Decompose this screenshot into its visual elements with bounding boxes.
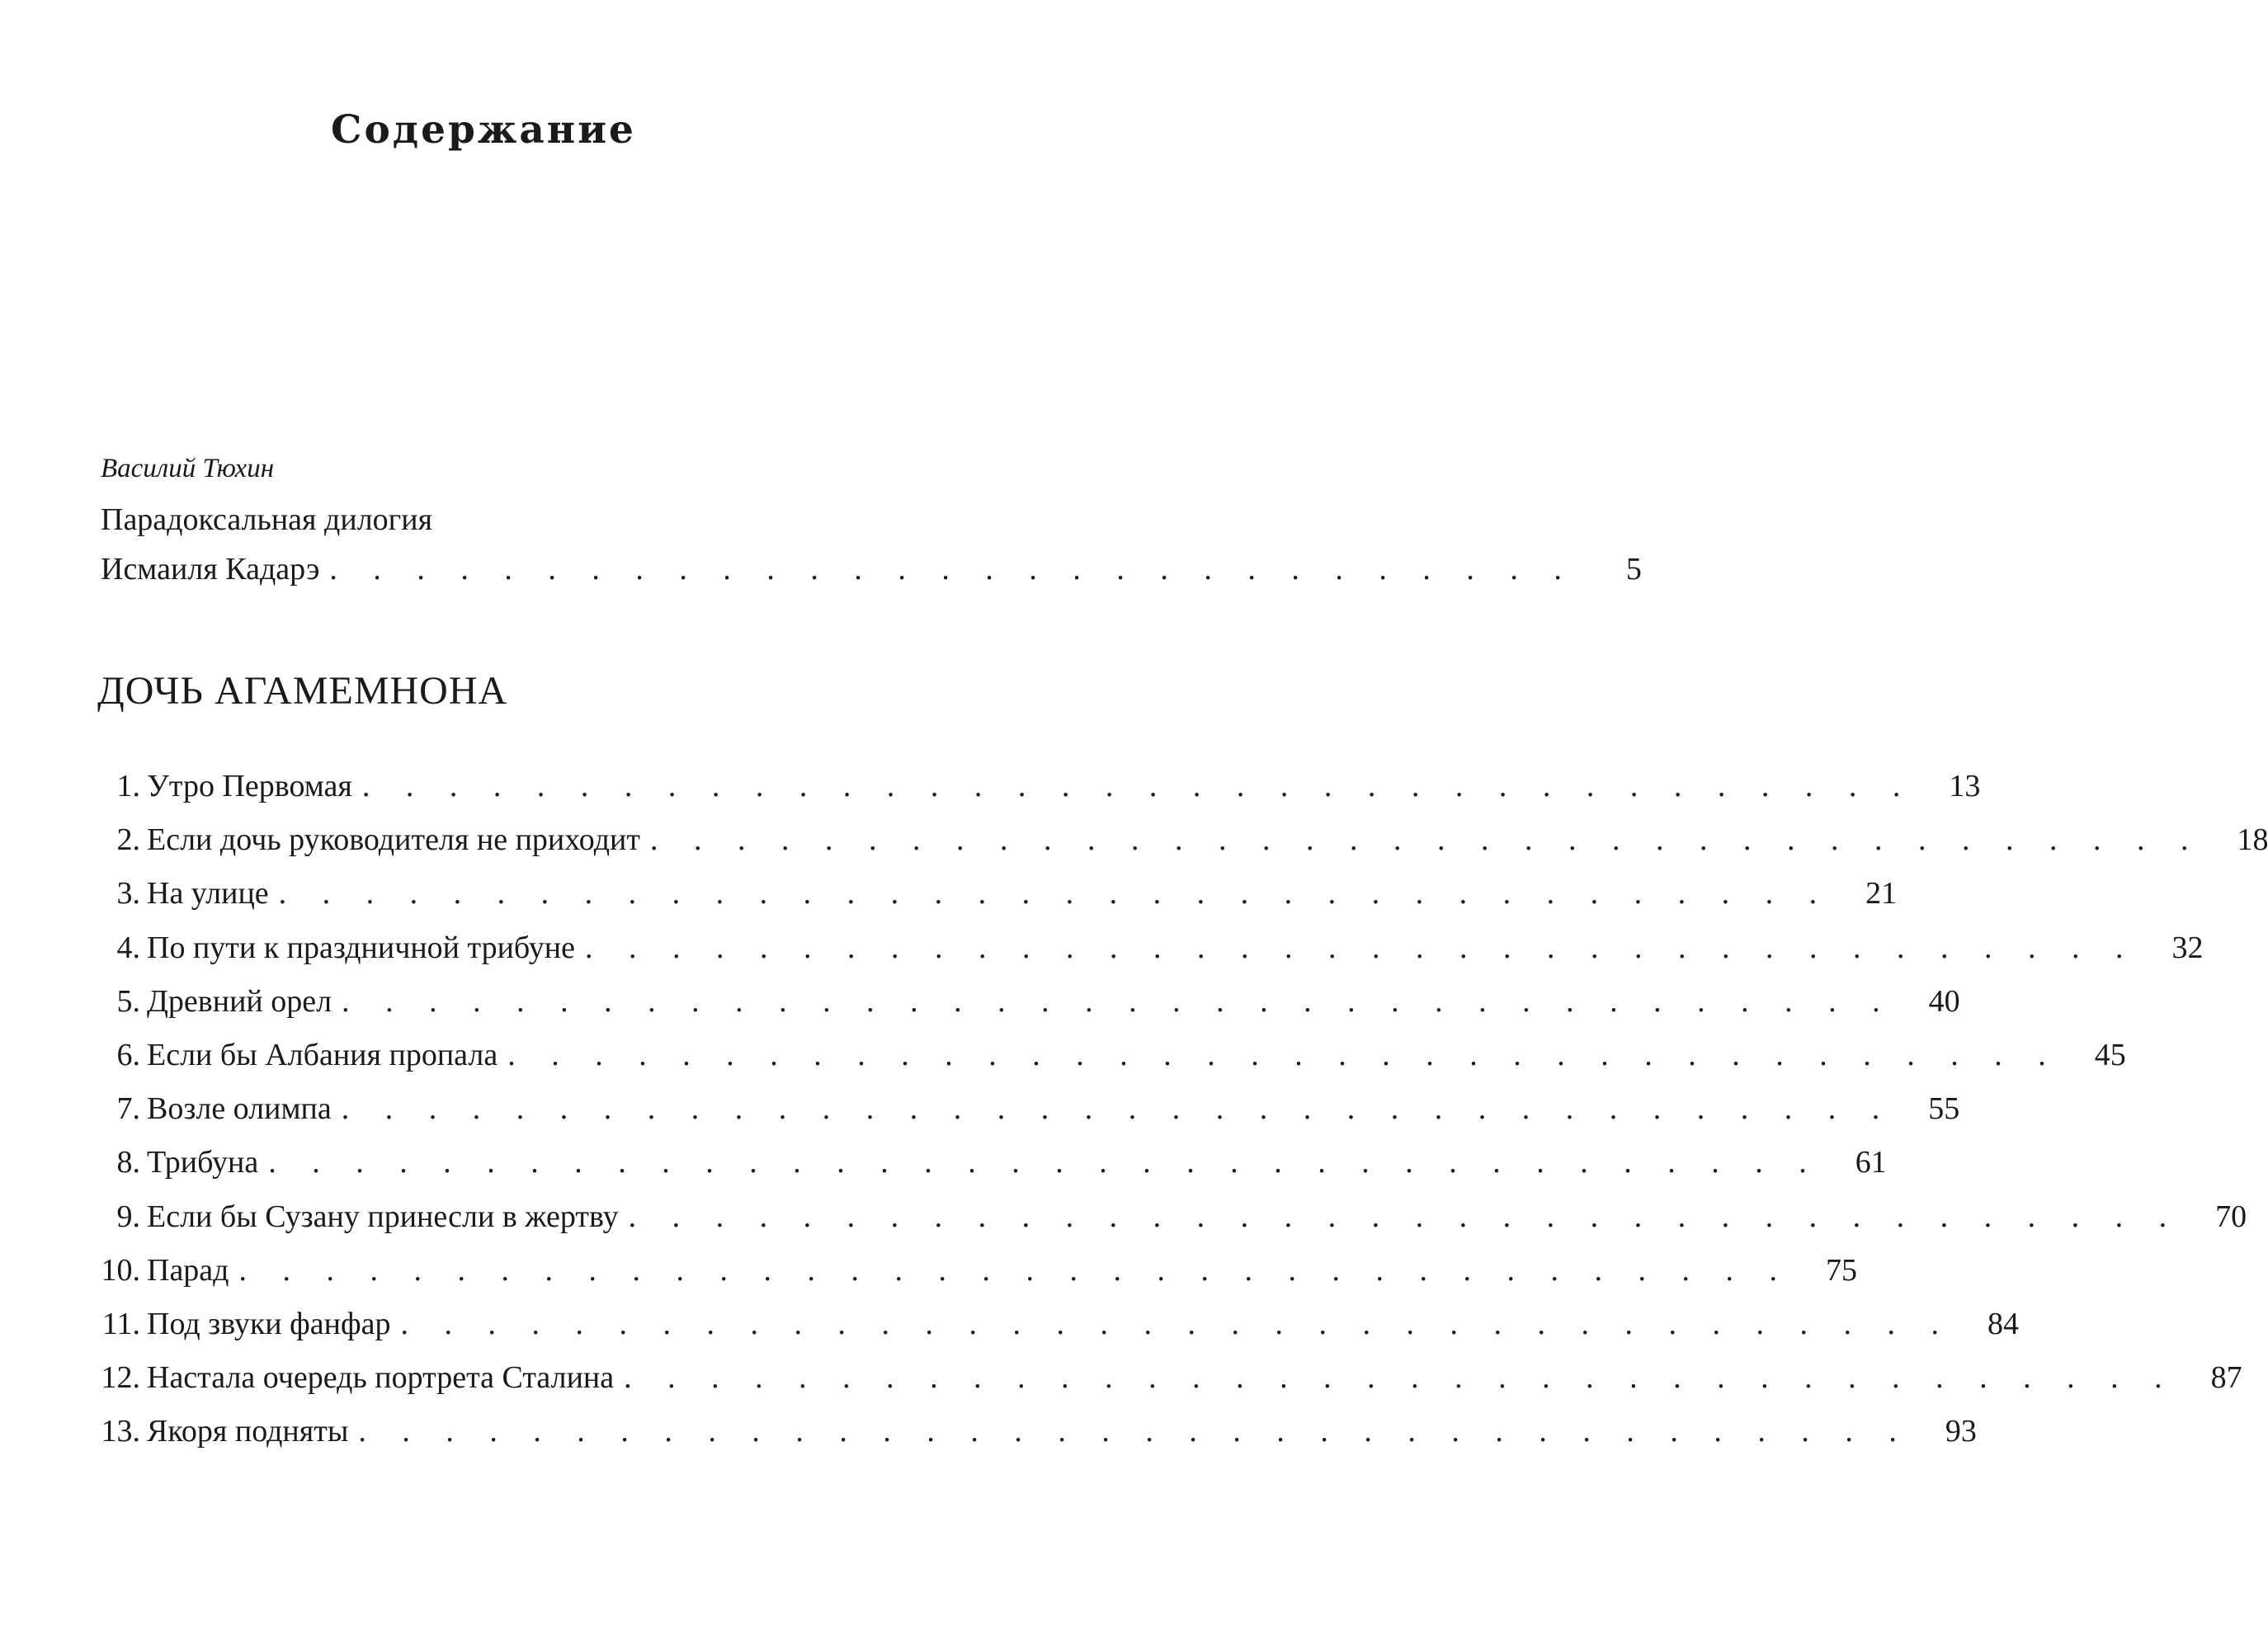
toc-entry-title: Возле олимпа: [147, 1091, 332, 1127]
dot-leader: . . . . . . . . . . . . . . . . . . . . . . . . . . . . . . . . . . . .: [585, 930, 2138, 965]
toc-entry: [89, 978, 1960, 1020]
toc-entry-label: [89, 983, 332, 1020]
dot-leader: . . . . . . . . . . . . . . . . . . . . . . . . . . . . . . . . . . . .: [358, 1414, 1911, 1449]
toc-entry-label: [89, 1359, 614, 1396]
toc-entry-number: 13.: [101, 1414, 140, 1449]
toc-entry-label: [89, 1144, 258, 1180]
toc-entry-page: 32: [2171, 930, 2204, 965]
dot-leader: . . . . . . . . . . . . . . . . . . . . . . . . . . . . . . . . . . . .: [361, 769, 1915, 803]
toc-entry-number: 9.: [116, 1199, 140, 1234]
toc-entry-number: 4.: [116, 930, 140, 965]
dot-leader: . . . . . . . . . . . . . . . . . . . . . . . . . . . . . . . . . . . .: [649, 822, 2203, 858]
intro-title-line2: Исмаиля Кадарэ: [101, 552, 320, 587]
toc-entry-page: 61: [1855, 1145, 1887, 1180]
toc-entry-title: Если бы Сузану принесли в жертву: [147, 1199, 619, 1234]
toc-entry-page: 87: [2210, 1360, 2242, 1396]
toc-entry-number: 2.: [116, 822, 140, 858]
toc-entry: [89, 870, 1898, 912]
section-title: ДОЧЬ АГАМЕМНОНА: [97, 669, 508, 713]
toc-entry-number: 10.: [101, 1252, 140, 1288]
toc-entry-label: [89, 1199, 619, 1235]
toc-entry: [89, 1408, 1977, 1449]
toc-entry-page: 13: [1949, 769, 1981, 803]
dot-leader: . . . . . . . . . . . . . . . . . . . . . . . . . . . . . . . . . . . .: [507, 1038, 2060, 1072]
toc-entry-title: Якоря подняты: [147, 1414, 349, 1449]
toc-entry: [89, 1354, 2242, 1396]
toc-entry-page: 75: [1826, 1252, 1858, 1288]
toc-entry-number: 12.: [101, 1360, 140, 1396]
toc-entry-number: 5.: [116, 983, 140, 1019]
toc-entry-number: 11.: [101, 1307, 140, 1341]
intro-author: Василий Тюхин: [101, 454, 275, 483]
toc-entry-label: [89, 875, 269, 912]
toc-entry-title: Парад: [147, 1252, 229, 1288]
toc-entry: [89, 763, 1981, 804]
dot-leader: . . . . . . . . . . . . . . . . . . . . . . . . . . . . . . . . . . . .: [624, 1360, 2176, 1396]
dot-leader: . . . . . . . . . . . . . . . . . . . . . . . . . . . . . . . . . . . .: [268, 1145, 1821, 1180]
toc-entry-page: 21: [1865, 876, 1898, 912]
toc-entry-number: 7.: [116, 1091, 140, 1127]
toc-entry: [89, 1086, 1960, 1127]
toc-entry-page: 84: [1987, 1307, 2019, 1341]
dot-leader: . . . . . . . . . . . . . . . . . . . . . . . . . . . . . . . . . . . .: [278, 876, 1832, 912]
toc-entry-label: [89, 768, 352, 804]
toc-entry-page: 55: [1928, 1091, 1960, 1127]
toc-entry-page: 40: [1928, 983, 1960, 1019]
toc-entry-label: [89, 1037, 497, 1073]
toc-entry-title: На улице: [147, 876, 269, 912]
toc-entry-page: 18: [2237, 822, 2268, 858]
toc-entry-title: Если дочь руководителя не приходит: [147, 822, 640, 858]
intro-entry: [101, 546, 1642, 587]
toc-entry-label: [89, 1091, 332, 1127]
toc-entry: [89, 925, 2204, 966]
toc-entry-label: [89, 930, 575, 966]
toc-entry-page: 70: [2215, 1199, 2247, 1234]
toc-entry-page: 93: [1945, 1414, 1977, 1449]
toc-entry-number: 1.: [116, 769, 140, 803]
dot-leader: . . . . . . . . . . . . . . . . . . . . . . . . . . . . .: [329, 552, 1576, 587]
page-title: Содержание: [331, 107, 636, 153]
intro-title-line1: Парадоксальная дилогия: [101, 502, 433, 537]
dot-leader: . . . . . . . . . . . . . . . . . . . . . . . . . . . . . . . . . . . .: [238, 1252, 1792, 1288]
toc-entry: [89, 817, 2268, 858]
toc-entry-number: 6.: [116, 1038, 140, 1072]
toc-entry: [89, 1247, 1858, 1288]
toc-entry-label: [89, 1306, 390, 1342]
toc-entry-title: Древний орел: [147, 983, 332, 1019]
toc-entry-title: Утро Первомая: [147, 769, 352, 803]
toc-entry-title: Настала очередь портрета Сталина: [147, 1360, 615, 1396]
toc-entry-label: [89, 1252, 229, 1288]
toc-entry-label: [89, 1413, 348, 1449]
toc-entry: [89, 1301, 2019, 1342]
dot-leader: . . . . . . . . . . . . . . . . . . . . . . . . . . . . . . . . . . . .: [342, 983, 1894, 1019]
toc-entry-page: 45: [2094, 1038, 2126, 1072]
toc-entry: [89, 1194, 2247, 1235]
toc-entry-title: Трибуна: [147, 1145, 259, 1180]
toc-entry-title: Если бы Албания пропала: [147, 1038, 498, 1072]
toc-entry-label: [89, 822, 640, 858]
toc-entry: [89, 1032, 2126, 1073]
toc-entry-number: 3.: [116, 876, 140, 912]
toc-entry-number: 8.: [116, 1145, 140, 1180]
dot-leader: . . . . . . . . . . . . . . . . . . . . . . . . . . . . . . . . . . . .: [400, 1307, 1953, 1341]
toc-entry-title: По пути к праздничной трибуне: [147, 930, 575, 965]
toc-entry: [89, 1139, 1887, 1180]
dot-leader: . . . . . . . . . . . . . . . . . . . . . . . . . . . . . . . . . . . .: [628, 1199, 2181, 1234]
dot-leader: . . . . . . . . . . . . . . . . . . . . . . . . . . . . . . . . . . . .: [341, 1091, 1894, 1127]
toc-entry-title: Под звуки фанфар: [147, 1307, 391, 1341]
intro-page-number: 5: [1625, 552, 1642, 587]
